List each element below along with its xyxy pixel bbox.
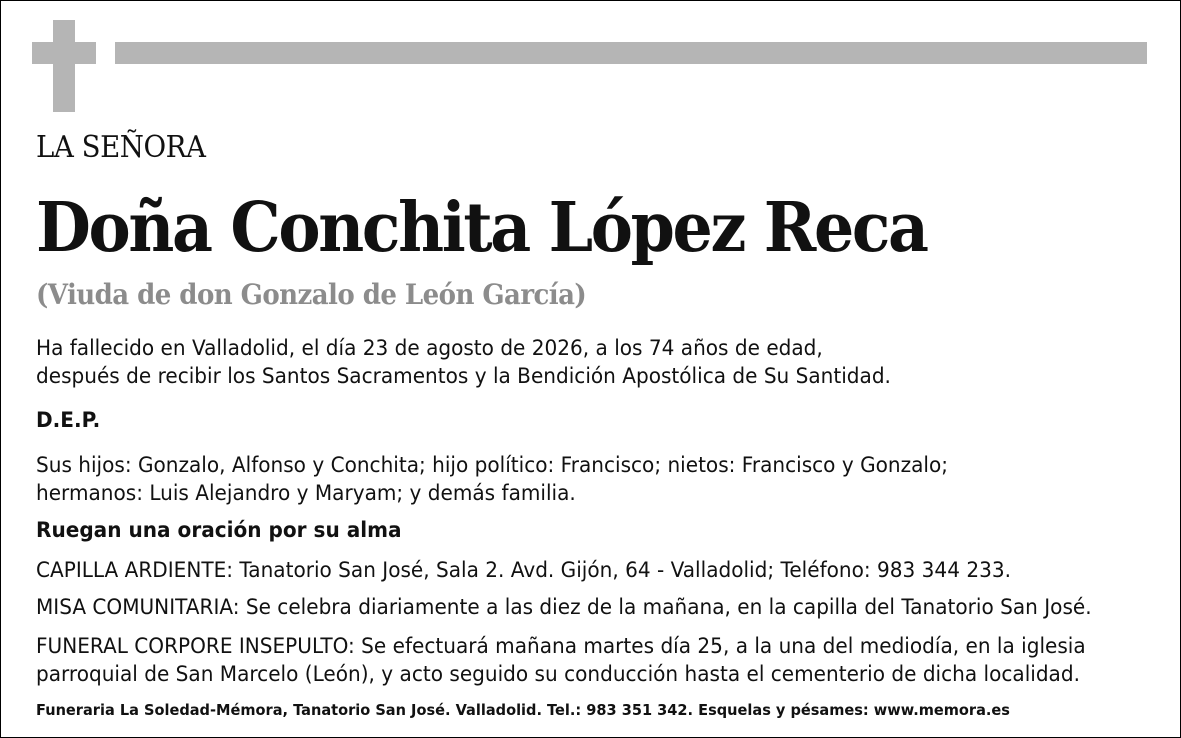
prayer-request: Ruegan una oración por su alma — [36, 518, 402, 542]
death-notice-line-2: después de recibir los Santos Sacramentos y la Bendición Apostólica de Su Santidad. — [36, 364, 891, 388]
honorific: LA SEÑORA — [36, 130, 206, 165]
cross-icon-vertical — [53, 20, 75, 112]
widow-of: (Viuda de don Gonzalo de León García) — [36, 278, 587, 311]
funeral-line-1: FUNERAL CORPORE INSEPULTO: Se efectuará mañana martes día 25, a la una del mediodía, en la iglesia — [36, 634, 1086, 658]
deceased-name: Doña Conchita López Reca — [36, 188, 927, 268]
death-notice-line-1: Ha fallecido en Valladolid, el día 23 de agosto de 2026, a los 74 años de edad, — [36, 336, 823, 360]
funeral-home-footer: Funeraria La Soledad-Mémora, Tanatorio San José. Valladolid. Tel.: 983 351 342. Esquelas y pésames: www.memora.es — [36, 701, 1010, 719]
cross-icon-horizontal — [32, 42, 96, 64]
dep-label: D.E.P. — [36, 408, 101, 432]
chapel-info: CAPILLA ARDIENTE: Tanatorio San José, Sala 2. Avd. Gijón, 64 - Valladolid; Teléfono: 983 344 233. — [36, 558, 1011, 582]
header-divider-bar — [115, 42, 1147, 64]
funeral-line-2: parroquial de San Marcelo (León), y acto seguido su conducción hasta el cementerio de dicha localidad. — [36, 662, 1080, 686]
family-line-2: hermanos: Luis Alejandro y Maryam; y demás familia. — [36, 481, 576, 505]
family-line-1: Sus hijos: Gonzalo, Alfonso y Conchita; hijo político: Francisco; nietos: Francisco y Gonzalo; — [36, 453, 949, 477]
mass-info: MISA COMUNITARIA: Se celebra diariamente a las diez de la mañana, en la capilla del Tanatorio San José. — [36, 595, 1092, 619]
